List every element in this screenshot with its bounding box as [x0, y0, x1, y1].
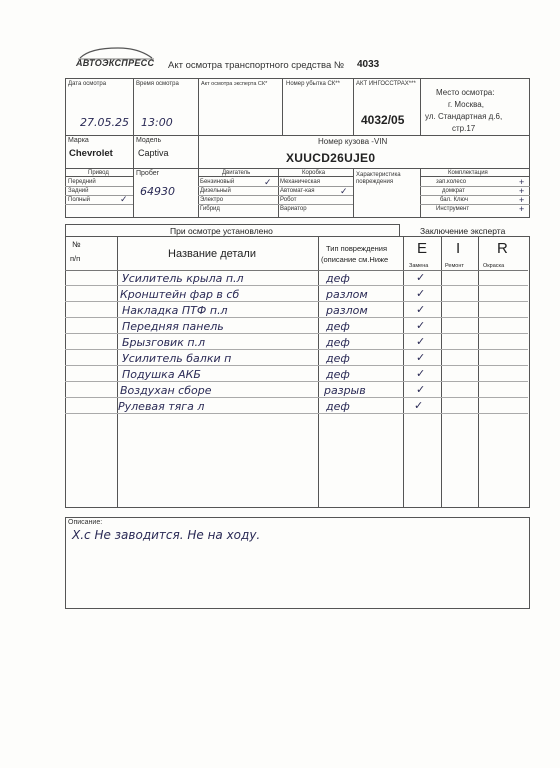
time-value: 13:00	[141, 116, 173, 129]
kit-tools: Инструмент	[436, 206, 470, 212]
date-label: Дата осмотра	[68, 81, 107, 87]
damage-header: Характеристика повреждения	[356, 172, 401, 185]
damage-type: разлом	[326, 304, 368, 317]
model-label: Модель	[136, 137, 162, 144]
company-logo	[74, 46, 156, 72]
found-label: При осмотре установлено	[170, 226, 273, 236]
ingos-act-label: АКТ ИНГОССТРАХ***	[356, 81, 416, 87]
gearbox-cvt: Вариатор	[280, 206, 307, 212]
engine-hybrid: Гибрид	[200, 206, 220, 212]
mileage-value: 64930	[140, 185, 175, 198]
drive-all: Полный	[68, 197, 90, 203]
replace-check: ✓	[416, 272, 426, 284]
col-e-letter: E	[417, 240, 428, 257]
description-text: Х.с Не заводится. Не на ходу.	[72, 528, 261, 542]
col-paint: Окраска	[483, 263, 505, 269]
logo-text: АВТОЭКСПРЕСС	[76, 58, 155, 68]
col-i-letter: I	[456, 240, 461, 257]
part-name: Усилитель балки п	[122, 352, 232, 365]
replace-check: ✓	[416, 288, 426, 300]
col-replace: Замена	[409, 263, 429, 269]
act-number: 4033	[357, 59, 380, 70]
kit-wrench: бал. Ключ	[440, 197, 468, 203]
expert-label: Заключение эксперта	[420, 226, 506, 236]
place-label: Место осмотра:	[436, 88, 495, 97]
gearbox-header: Коробка	[302, 170, 326, 176]
drive-rear: Задний	[68, 188, 89, 194]
kit-jack: домкрат	[442, 188, 465, 194]
part-name: Воздухан сборе	[120, 384, 212, 397]
kit-spare-wheel: зап.колесо	[436, 179, 467, 185]
part-name: Брызговик п.л	[122, 336, 206, 349]
engine-header: Двигатель	[222, 170, 251, 176]
gearbox-manual: Механическая	[280, 179, 321, 185]
place-line-2: ул. Стандартная д.6,	[425, 112, 503, 121]
ingos-act-value: 4032/05	[361, 113, 405, 127]
part-name: Подушка АКБ	[122, 368, 201, 381]
place-line-3: стр.17	[452, 124, 476, 133]
kit-mark-4: +	[519, 204, 525, 214]
part-name: Рулевая тяга л	[118, 400, 205, 413]
damage-type: деф	[326, 368, 350, 381]
kit-header: Комплектация	[448, 170, 488, 176]
place-line-1: г. Москва,	[448, 100, 484, 109]
damage-type: деф	[326, 352, 350, 365]
num-label: №	[72, 240, 81, 249]
damage-type-header: Тип повреждения	[326, 244, 388, 253]
damage-type: деф	[326, 320, 350, 333]
vin-label: Номер кузова -VIN	[318, 137, 388, 146]
description-label: Описание:	[68, 519, 103, 526]
part-name-header: Название детали	[168, 248, 256, 260]
col-repair: Ремонт	[445, 263, 464, 269]
sk-act-label: Акт осмотра эксперта СК*	[201, 81, 268, 87]
make-label: Марка	[68, 137, 89, 144]
pp-label: п/п	[70, 254, 81, 263]
damage-type-sub: (описание см.Ниже	[321, 255, 389, 264]
gearbox-auto: Автомат-кая	[280, 188, 315, 194]
drive-front: Передний	[68, 179, 96, 185]
loss-number-label: Номер убытка СК**	[286, 81, 340, 87]
part-name: Передняя панель	[122, 320, 224, 333]
engine-petrol: Бензиновый	[200, 179, 235, 185]
page-title: Акт осмотра транспортного средства №	[168, 60, 345, 71]
drive-header: Привод	[88, 170, 109, 176]
make-value: Chevrolet	[69, 148, 113, 159]
kit-mark-3: +	[519, 195, 525, 205]
drive-all-check: ✓	[120, 194, 128, 204]
kit-mark-2: +	[519, 186, 525, 196]
damage-type: деф	[326, 272, 350, 285]
replace-check: ✓	[416, 336, 426, 348]
time-label: Время осмотра	[136, 81, 179, 87]
engine-diesel: Дизельный	[200, 188, 231, 194]
engine-petrol-check: ✓	[264, 177, 272, 187]
replace-check: ✓	[416, 352, 426, 364]
model-value: Captiva	[138, 148, 169, 158]
part-name: Усилитель крыла п.л	[122, 272, 244, 285]
col-r-letter: R	[497, 240, 508, 257]
replace-check: ✓	[416, 384, 426, 396]
damage-type: деф	[326, 400, 350, 413]
gearbox-robot: Робот	[280, 197, 297, 203]
gearbox-auto-check: ✓	[340, 186, 348, 196]
part-name: Кронштейн фар в сб	[120, 288, 240, 301]
damage-type: разрыв	[324, 384, 366, 397]
damage-type: разлом	[326, 288, 368, 301]
vin-value: XUUCD26UJE0	[286, 151, 376, 165]
damage-type: деф	[326, 336, 350, 349]
replace-check: ✓	[416, 368, 426, 380]
replace-check: ✓	[416, 320, 426, 332]
kit-mark-1: +	[519, 177, 525, 187]
replace-check: ✓	[416, 304, 426, 316]
engine-electric: Электро	[200, 197, 224, 203]
date-value: 27.05.25	[80, 116, 129, 129]
mileage-label: Пробег	[136, 170, 160, 177]
replace-check: ✓	[414, 400, 424, 412]
part-name: Накладка ПТФ п.л	[122, 304, 228, 317]
